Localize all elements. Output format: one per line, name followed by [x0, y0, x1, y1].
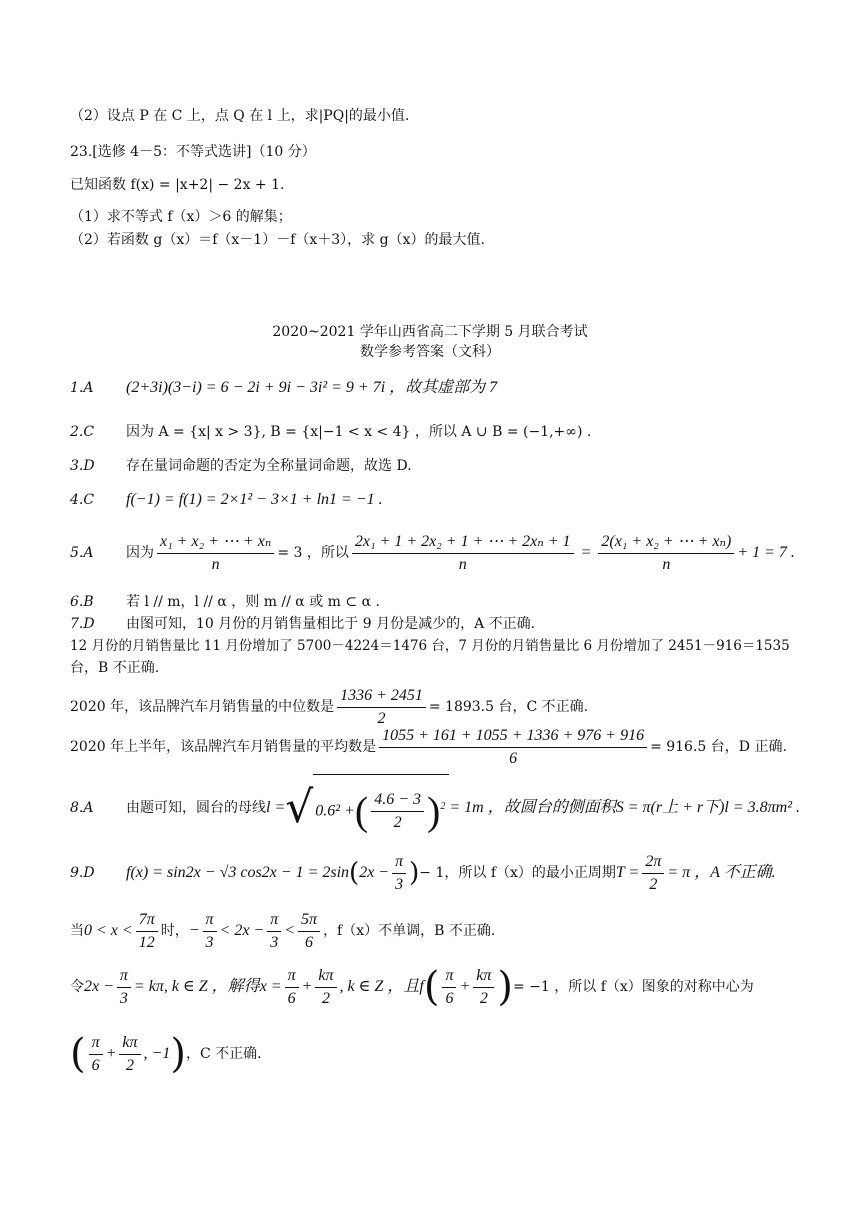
- numerator: 7π: [136, 911, 158, 932]
- answer-5: 5.A 因为 $\frac{\text{x₁ + x₂ + ⋯ + xₙ}}{n}$ = 3 ，所以 $\frac{\text{2x₁ + 1 + 2x₂ + 1 + ⋯ + 2xₙ + 1}}{n}$ = $\frac{\text{2(x₁ + x₂ + ⋯ + xₙ)}}{n}$ + 1 = 7 .: [70, 530, 790, 576]
- numerator: x₁ + x₂ + ⋯ + xₙ: [157, 533, 274, 554]
- answer-5-pre: 因为: [126, 545, 154, 561]
- answer-8-l: l =: [266, 798, 286, 816]
- answer-9-arg: 2x −: [359, 864, 390, 881]
- fraction: [119, 1034, 140, 1075]
- answer-9-c: 令2x − $\frac{\pi}{3}$ = kπ, k ∈ Z ，解得x = $\frac{\pi}{6}$ + $\frac{k\pi}{2}$ , k ∈ Z ，且f( $\frac{\pi}{6}$ + $\frac{k\pi}{2}$ )= −1 ，所以 f（x）图象的对称中心为: [70, 964, 754, 1010]
- answer-9-d: ( $\frac{\pi}{6}$ + $\frac{k\pi}{2}$ , −1)，C 不正确.: [70, 1031, 262, 1077]
- denominator: 3: [119, 989, 128, 1007]
- answer-9-b-pre: 当: [70, 923, 84, 939]
- denominator: 2: [377, 709, 386, 727]
- denominator: n: [211, 555, 220, 573]
- answer-3: [70, 456, 790, 476]
- numerator: π: [203, 911, 217, 932]
- fraction: [473, 967, 494, 1008]
- answer-7: [70, 614, 790, 634]
- answer-text: 存在量词命题的否定为全称量词命题，故选 D.: [126, 458, 412, 474]
- numerator: 4.6 − 3: [371, 791, 424, 812]
- plus-sign: +: [105, 1045, 117, 1062]
- denominator: 6: [287, 989, 296, 1007]
- answer-subtitle: 数学参考答案（文科）: [360, 344, 500, 360]
- answer-1: [70, 378, 790, 398]
- answer-9-b: [70, 906, 790, 956]
- answer-text: (2+3i)(3−i) = 6 − 2i + 9i − 3i² = 9 + 7i ，故其虚部为 7: [126, 379, 498, 396]
- fraction: [392, 853, 406, 894]
- q23-stem: 已知函数 f(x) = |x+2| − 2x + 1.: [70, 177, 285, 193]
- denominator: 2: [393, 814, 402, 832]
- fraction: [598, 533, 734, 574]
- fraction: [136, 911, 158, 952]
- answer-number: 6.B: [70, 594, 94, 610]
- answer-8: [70, 774, 801, 842]
- answer-9-b-lt: < 2x −: [219, 922, 265, 939]
- fraction: [117, 967, 131, 1008]
- numerator: kπ: [315, 967, 336, 988]
- answer-9-c-eq: = kπ, k ∈ Z ，解得: [133, 978, 260, 995]
- numerator: 5π: [298, 911, 320, 932]
- answer-7-c-post: = 1893.5 台，C 不正确.: [428, 699, 589, 715]
- answer-number: 1.A: [70, 380, 94, 396]
- denominator: 6: [91, 1056, 100, 1074]
- denominator: 12: [138, 933, 155, 951]
- denominator: 2: [479, 989, 488, 1007]
- answer-number: 8.A: [70, 799, 94, 816]
- fraction: [157, 533, 274, 574]
- radicand: 0.6² +( $\frac{4.6 - 3}{2}$ )$^2$: [313, 774, 449, 842]
- answer-2: [70, 422, 790, 442]
- answer-9-mid: − 1，所以 f（x）的最小正周期: [419, 865, 616, 881]
- answer-9-post: = π ，A 不正确.: [667, 864, 776, 881]
- denominator: 6: [445, 989, 454, 1007]
- fraction: [285, 967, 299, 1008]
- numerator: π: [442, 967, 456, 988]
- denominator: 2: [125, 1056, 134, 1074]
- answer-6: [70, 592, 790, 612]
- q22-part2: （2）设点 P 在 C 上，点 Q 在 l 上，求|PQ|的最小值.: [70, 108, 410, 124]
- answer-number: 2.C: [70, 424, 95, 440]
- numerator: π: [89, 1034, 103, 1055]
- answer-text: 因为 A = {x| x > 3}, B = {x|−1 < x < 4} ，所以 A ∪ B = (−1,+∞) .: [126, 424, 592, 440]
- answer-number: 3.D: [70, 458, 95, 474]
- answer-number: 4.C: [70, 492, 95, 508]
- q23-part1: （1）求不等式 f（x）＞6 的解集；: [70, 209, 292, 225]
- answer-title: 2020~2021 学年山西省高二下学期 5 月联合考试: [272, 324, 588, 340]
- answer-9-b-neg: −: [188, 922, 200, 939]
- answer-text: 若 l // m，l // α ，则 m // α 或 m ⊂ α .: [126, 594, 380, 610]
- answer-text: f(−1) = f(1) = 2×1² − 3×1 + ln1 = −1 .: [126, 491, 383, 508]
- denominator: 3: [395, 875, 404, 893]
- fraction: [352, 533, 574, 574]
- answer-9-b-post: ，f（x）不单调，B 不正确.: [323, 923, 496, 939]
- fraction: [442, 967, 456, 1008]
- denominator: 2: [649, 875, 658, 893]
- numerator: 1336 + 2451: [337, 687, 426, 708]
- q23-part2: （2）若函数 g（x）＝f（x－1）－f（x＋3），求 g（x）的最大值.: [70, 232, 485, 248]
- numerator: 1055 + 161 + 1055 + 1336 + 976 + 916: [379, 727, 647, 748]
- numerator: kπ: [119, 1034, 140, 1055]
- fraction: [89, 1034, 103, 1075]
- answer-9-c-f: f: [419, 978, 424, 995]
- numerator: π: [267, 911, 281, 932]
- fraction: [371, 791, 424, 832]
- denominator: n: [458, 555, 467, 573]
- numerator: 2π: [642, 853, 664, 874]
- answer-9-c-post: = −1 ，所以 f（x）图象的对称中心为: [513, 979, 754, 995]
- answer-9-b-lt2: <: [284, 922, 296, 939]
- answer-9-c-xeq: x =: [259, 978, 282, 995]
- answer-5-post: + 1 = 7 .: [737, 544, 795, 561]
- fraction: [203, 911, 217, 952]
- numerator: π: [392, 853, 406, 874]
- answer-9-c-pre: 令: [70, 979, 84, 995]
- answer-7-c-pre: 2020 年，该品牌汽车月销售量的中位数是: [70, 699, 335, 715]
- denominator: 3: [270, 933, 279, 951]
- answer-9-d-post: ，C 不正确.: [185, 1046, 262, 1062]
- answer-4: [70, 490, 790, 510]
- answer-7-line2: 12 月份的月销售量比 11 月份增加了 5700－4224＝1476 台，7 月份的月销售量比 6 月份增加了 2451－916＝1535: [70, 638, 790, 654]
- denominator: 6: [509, 749, 518, 767]
- fraction: [337, 687, 426, 728]
- fraction: [379, 727, 647, 768]
- answer-number: 9.D: [70, 865, 95, 881]
- numerator: kπ: [473, 967, 494, 988]
- radical-sign-icon: √: [285, 781, 314, 833]
- exponent: 2: [440, 801, 446, 812]
- plus-sign: +: [459, 978, 471, 995]
- denominator: n: [662, 555, 671, 573]
- answer-7-d-post: = 916.5 台，D 正确.: [650, 739, 787, 755]
- denominator: 2: [321, 989, 330, 1007]
- numerator: π: [117, 967, 131, 988]
- answer-9-c-k: , k ∈ Z ，且: [339, 978, 420, 995]
- fraction: [267, 911, 281, 952]
- answer-number: 5.A: [70, 545, 94, 561]
- fraction: [315, 967, 336, 1008]
- answer-7-d-pre: 2020 年上半年，该品牌汽车月销售量的平均数是: [70, 739, 377, 755]
- answer-9-pre: f(x) = sin2x − √3 cos2x − 1 = 2sin: [126, 864, 350, 881]
- denominator: 6: [305, 933, 314, 951]
- answer-9: 9.D f(x) = sin2x − √3 cos2x − 1 = 2sin(2x − $\frac{\pi}{3}$ )− 1，所以 f（x）的最小正周期T = $\frac{2\pi}{2}$ = π ，A 不正确.: [70, 848, 790, 898]
- radicand-a: 0.6² +: [315, 802, 355, 820]
- answer-9-c-lhs: 2x −: [84, 978, 114, 995]
- answer-7-d: [70, 724, 790, 770]
- answer-9-c-plus: +: [301, 978, 313, 995]
- answer-8-pre: 由题可知，圆台的母线: [126, 799, 266, 816]
- answer-9-T: T =: [615, 864, 640, 881]
- answer-9-d-tail: , −1: [143, 1045, 171, 1062]
- denominator: 3: [205, 933, 214, 951]
- answer-7-line3: 台，B 不正确.: [70, 660, 160, 676]
- numerator: 2(x₁ + x₂ + ⋯ + xₙ): [598, 533, 734, 554]
- answer-number: 7.D: [70, 616, 95, 632]
- answer-8-post: S = π(r上 + r下)l = 3.8πm² .: [615, 798, 801, 816]
- fraction: [298, 911, 320, 952]
- answer-text: 由图可知，10 月份的月销售量相比于 9 月份是减少的，A 不正确.: [126, 616, 536, 632]
- numerator: 2x₁ + 1 + 2x₂ + 1 + ⋯ + 2xₙ + 1: [352, 533, 574, 554]
- answer-9-b-ineq: 0 < x <: [84, 922, 133, 939]
- fraction: [642, 853, 664, 894]
- answer-8-mid: = 1m ，故圆台的侧面积: [449, 798, 616, 816]
- answer-5-mid: = 3 ，所以: [277, 545, 349, 561]
- square-root: [285, 774, 449, 842]
- answer-9-b-mid: 时，: [160, 923, 189, 939]
- q23-title: 23.[选修 4－5：不等式选讲]（10 分）: [70, 144, 316, 160]
- numerator: π: [285, 967, 299, 988]
